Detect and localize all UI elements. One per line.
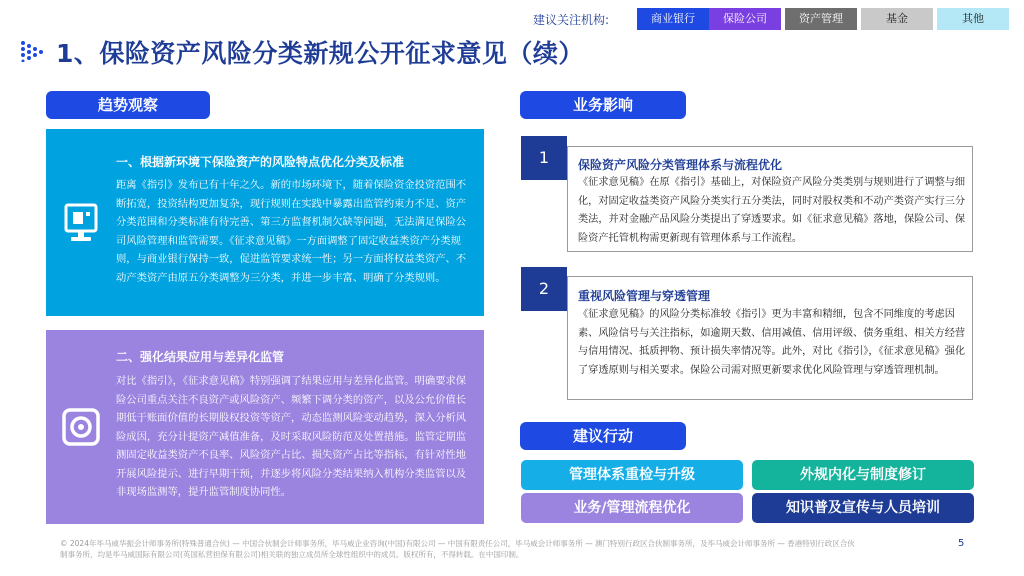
tag-insurance[interactable]: 保险公司	[709, 8, 781, 30]
page-number: 5	[958, 538, 965, 549]
impact-1-number: 1	[521, 136, 567, 180]
trend-card-1-body: 距离《指引》发布已有十年之久。新的市场环境下，随着保险资金投资范围不断拓宽，投资结构更加复杂，现行规则在实践中暴露出监管约束力不足、资产分类范围和分类标准有待完善、第三方监督机制欠缺等问题，无法满足保险公司风险管理和监管需要。《征求意见稿》一方面调整了固定收益类资产分类规则，与商业银行保持一致，促进监管要求统一性；另一方面将权益类资产、不动产类资产由原五分类调整为三分类，并进一步丰富、明确了分类规则。	[116, 179, 467, 284]
trend-heading: 趋势观察	[46, 91, 210, 119]
tag-commercial-bank[interactable]: 商业银行	[637, 8, 709, 30]
impact-box-2	[567, 276, 973, 400]
title-arrow-icon	[20, 40, 50, 62]
impact-2-title: 重视风险管理与穿透管理	[578, 289, 711, 303]
trend-card-2-title: 二、强化结果应用与差异化监管	[116, 350, 285, 364]
tags-label: 建议关注机构:	[533, 13, 610, 27]
impact-heading: 业务影响	[520, 91, 686, 119]
trend-card-1-title: 一、根据新环境下保险资产的风险特点优化分类及标准	[116, 155, 405, 169]
footer-copyright: © 2024年毕马威华振会计师事务所(特殊普通合伙) — 中国合伙制会计师事务所，毕马威企业咨询(中国)有限公司 — 中国有限责任公司，毕马威会计师事务所 — 澳门特别行政区合伙制事务所，及毕马威会计师事务所 — 香港特别行政区合伙制事务所，均是毕马威国际有限公司(英国私营担保有限公司)相关联的独立成员所全球性组织中的成员。版权所有，不得转载。在中国印制。	[60, 539, 855, 559]
tag-asset-management[interactable]: 资产管理	[785, 8, 857, 30]
impact-2-body: 《征求意见稿》的风险分类标准较《指引》更为丰富和精细，包含不同维度的考虑因素、风险信号与关注指标，如逾期天数、信用减值、信用评级、债务重组、相关方经营与信用情况、抵质押物、预计损失率情况等。此外，对比《指引》，《征求意见稿》强化了穿透原则与相关要求。保险公司需对照更新要求优化风险管理与穿透管理机制。	[578, 309, 966, 376]
action-rule-revision[interactable]: 外规内化与制度修订	[752, 460, 974, 490]
safe-icon	[61, 407, 101, 447]
impact-2-number: 2	[521, 267, 567, 311]
impact-1-title: 保险资产风险分类管理体系与流程优化	[578, 158, 783, 172]
tag-other[interactable]: 其他	[937, 8, 1009, 30]
trend-card-1	[46, 129, 484, 316]
card-1-icon-wrap	[46, 129, 116, 316]
computer-icon	[64, 203, 98, 243]
trend-card-2	[46, 330, 484, 524]
action-system-review[interactable]: 管理体系重检与升级	[521, 460, 743, 490]
tag-fund[interactable]: 基金	[861, 8, 933, 30]
action-training[interactable]: 知识普及宣传与人员培训	[752, 493, 974, 523]
action-heading: 建议行动	[520, 422, 686, 450]
page-title: 1、保险资产风险分类新规公开征求意见（续）	[56, 39, 584, 68]
trend-card-2-body: 对比《指引》，《征求意见稿》特别强调了结果应用与差异化监管。明确要求保险公司重点关注不良资产或风险资产、频繁下调分类的资产，以及公允价值长期低于账面价值的长期股权投资等资产，动态监测风险变动趋势，深入分析风险成因，充分计提资产减值准备，及时采取风险防范及处置措施。监管定期监测固定收益类资产不良率、风险资产占比、损失资产占比等指标，有针对性地开展风险提示、进行早期干预，并逐步将风险分类结果纳入机构分类监管以及非现场监测等，提升监管制度协同性。	[116, 375, 467, 498]
impact-1-body: 《征求意见稿》在原《指引》基础上，对保险资产风险分类类别与规则进行了调整与细化，对固定收益类资产风险分类实行五分类法，同时对股权类和不动产类资产实行三分类法，并对金融产品风险分类提出了穿透要求。如《征求意见稿》落地，保险公司、保险资产托管机构需更新现有管理体系与工作流程。	[578, 177, 966, 244]
action-process-optimization[interactable]: 业务/管理流程优化	[521, 493, 743, 523]
card-2-icon-wrap	[46, 330, 116, 524]
impact-box-1	[567, 146, 973, 252]
